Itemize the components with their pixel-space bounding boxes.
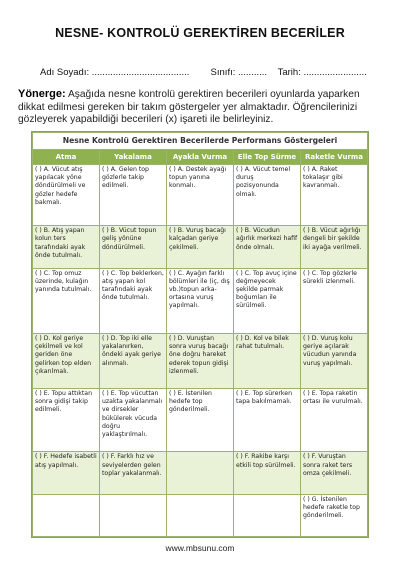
column-header-kicking: Ayakla Vurma xyxy=(167,150,234,165)
table-row xyxy=(33,389,368,452)
indicator-cell[interactable]: ( ) A. Gelen top gözlerle takip edilmeli. xyxy=(100,165,167,226)
indicator-cell[interactable]: ( ) A. Vücut atış yapılacak yöne döndürülmeli ve gözler hedefe bakmalı. xyxy=(33,165,100,226)
performance-table-wrapper xyxy=(31,131,369,538)
indicator-cell[interactable]: ( ) C. Top gözlerle sürekli izlenmeli. xyxy=(301,268,368,334)
indicator-cell[interactable] xyxy=(100,494,167,536)
column-header-racket-striking: Raketle Vurma xyxy=(301,150,368,165)
indicator-cell[interactable]: ( ) E. Top vücuttan uzakta yakalanmalı ve dirsekler bükülerek vücuda doğru yaklaştırılmalı. xyxy=(100,389,167,452)
indicator-cell[interactable]: ( ) E. İstenilen hedefe top gönderilmeli. xyxy=(167,389,234,452)
directive xyxy=(18,88,383,127)
indicator-cell[interactable]: ( ) E. Topa raketin ortası ile vurulmalı. xyxy=(301,389,368,452)
indicator-cell[interactable]: ( ) B. Vuruş bacağı kalçadan geriye çekilmeli. xyxy=(167,226,234,268)
indicator-cell[interactable]: ( ) D. Kol geriye çekilmeli ve kol geriden öne gelirken top elden çıkarılmalı. xyxy=(33,334,100,389)
table-row xyxy=(33,452,368,494)
indicator-cell[interactable]: ( ) F. Hedefe isabetli atış yapılmalı. xyxy=(33,452,100,494)
indicator-cell[interactable]: ( ) B. Vücudun ağırlık merkezi hafif önde olmalı. xyxy=(234,226,301,268)
indicator-cell[interactable]: ( ) F. Farklı hız ve seviyelerden gelen toplar yakalanmalı. xyxy=(100,452,167,494)
table-row xyxy=(33,268,368,334)
performance-table xyxy=(32,132,368,537)
date-field[interactable]: Tarih: ........................ xyxy=(277,67,367,78)
indicator-cell[interactable]: ( ) B. Vücut topun geliş yönüne döndürülmeli. xyxy=(100,226,167,268)
table-row xyxy=(33,494,368,536)
directive-label: Yönerge: xyxy=(18,88,66,100)
column-header-catching: Yakalama xyxy=(100,150,167,165)
directive-text: Aşağıda nesne kontrolü gerektiren becerileri oyunlarda yaparken dikkat edilmesi gereken bir takım göstergeler yer almaktadır. Öğrencilerinizi gözleyerek yapabildiği becerileri (x) işareti ile belirleyiniz. xyxy=(18,89,360,125)
indicator-cell[interactable]: ( ) D. Kol ve bilek rahat tutulmalı. xyxy=(234,334,301,389)
indicator-cell[interactable]: ( ) A. Vücut temel duruş pozisyonunda olmalı. xyxy=(234,165,301,226)
table-row xyxy=(33,334,368,389)
indicator-cell[interactable]: ( ) A. Raket tokalaşır gibi kavranmalı. xyxy=(301,165,368,226)
indicator-cell[interactable] xyxy=(167,494,234,536)
table-row xyxy=(33,226,368,268)
class-field[interactable]: Sınıfı: ........... xyxy=(210,67,268,78)
student-info-fields xyxy=(40,67,380,78)
indicator-cell[interactable]: ( ) G. İstenilen hedefe raketle top gönderilmeli. xyxy=(301,494,368,536)
indicator-cell[interactable] xyxy=(33,494,100,536)
footer-url: www.mbsunu.com xyxy=(165,543,235,553)
indicator-cell[interactable]: ( ) D. Vuruş kolu geriye açılarak vücudun yanında vuruş yapılmalı. xyxy=(301,334,368,389)
column-header-throwing: Atma xyxy=(33,150,100,165)
indicator-cell[interactable]: ( ) A. Destek ayağı topun yanına konmalı. xyxy=(167,165,234,226)
indicator-cell[interactable]: ( ) B. Atış yapan kolun ters tarafındaki ayak önde tutulmalı. xyxy=(33,226,100,268)
table-caption: Nesne Kontrolü Gerektiren Becerilerde Performans Göstergeleri xyxy=(33,133,368,150)
table-row xyxy=(33,165,368,226)
indicator-cell[interactable]: ( ) D. Vuruştan sonra vuruş bacağı öne doğru hareket ederek topun gidişi izlenmeli. xyxy=(167,334,234,389)
indicator-cell[interactable] xyxy=(167,452,234,494)
indicator-cell[interactable]: ( ) F. Vuruştan sonra raket ters omza çekilmeli. xyxy=(301,452,368,494)
indicator-cell[interactable]: ( ) F. Rakibe karşı etkili top sürülmeli. xyxy=(234,452,301,494)
column-header-dribbling: Elle Top Sürme xyxy=(234,150,301,165)
indicator-cell[interactable]: ( ) E. Top sürerken tapa bakılmamalı. xyxy=(234,389,301,452)
name-field[interactable]: Adı Soyadı: ..................................... xyxy=(40,67,190,78)
indicator-cell[interactable]: ( ) C. Ayağın farklı bölümleri ile (iç, dış vb.)topun arka-ortasına vuruş yapılmalı. xyxy=(167,268,234,334)
indicator-cell[interactable]: ( ) B. Vücut ağırlığı dengeli bir şekilde iki ayağa verilmeli. xyxy=(301,226,368,268)
indicator-cell[interactable]: ( ) E. Topu attıktan sonra gidişi takip edilmeli. xyxy=(33,389,100,452)
indicator-cell[interactable]: ( ) D. Top iki elle yakalanırken, öndeki ayak geriye alınmalı. xyxy=(100,334,167,389)
page-title: NESNE- KONTROLÜ GEREKTİREN BECERİLER xyxy=(55,26,345,40)
indicator-cell[interactable]: ( ) C. Top omuz üzerinde, kulağın yanında tutulmalı. xyxy=(33,268,100,334)
indicator-cell[interactable] xyxy=(234,494,301,536)
indicator-cell[interactable]: ( ) C. Top beklerken, atış yapan kol tarafındaki ayak önde tutulmalı. xyxy=(100,268,167,334)
indicator-cell[interactable]: ( ) C. Top avuç içine değmeyecek şekilde parmak boğumları ile sürülmeli. xyxy=(234,268,301,334)
